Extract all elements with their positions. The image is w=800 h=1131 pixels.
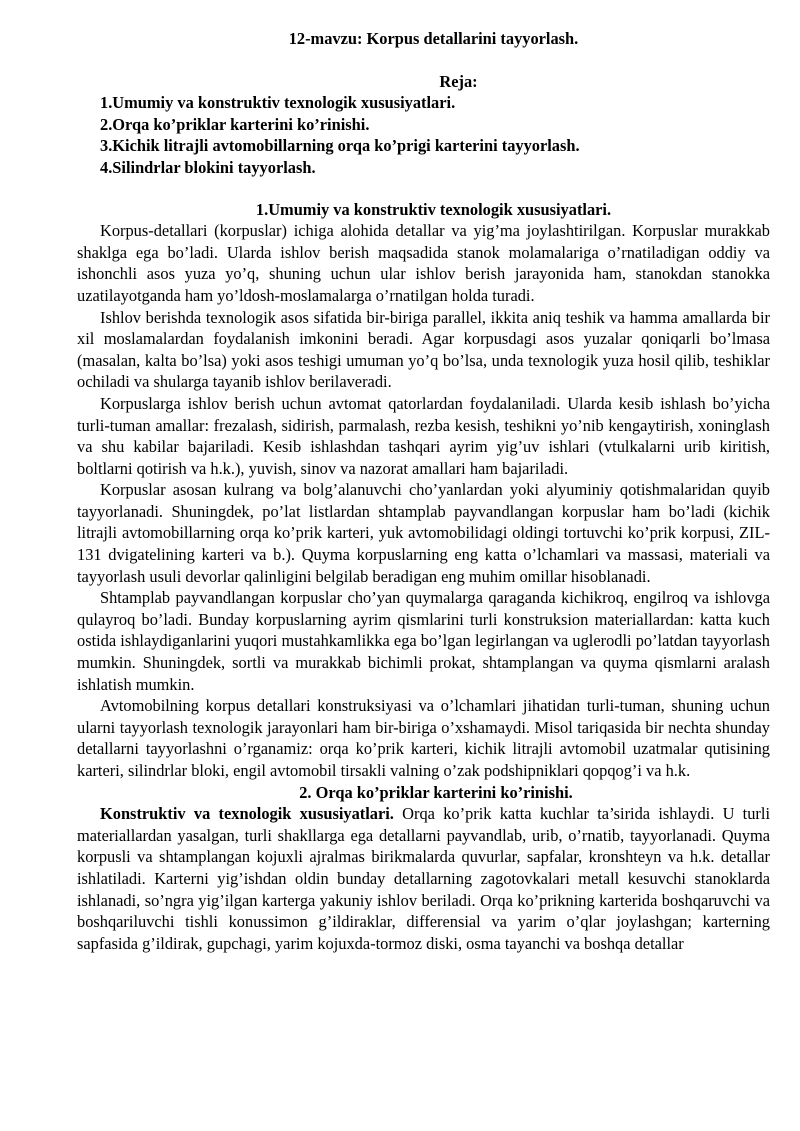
document-page xyxy=(77,28,770,954)
plan-item-3: 3.Kichik litrajli avtomobillarning orqa ko’prigi karterini tayyorlash. xyxy=(100,136,580,156)
section-2-paragraph xyxy=(77,803,770,954)
plan-item-4: 4.Silindrlar blokini tayyorlash. xyxy=(100,157,316,177)
paragraph: Korpuslarga ishlov berish uchun avtomat qatorlardan foydalaniladi. Ularda kesib ishlash bo’yicha turli-tuman amallar: frezalash, sidirish, parmalash, rezba kesish, teshikni yo’nib kengaytirish, xoninglash va shu kabilar bajariladi. Kesib ishlashdan tashqari ayrim yig’uv ishlari (vtulkalarni urib kiritish, boltlarni qotirish va h.k.), yuvish, sinov va nazorat amallari ham bajariladi. xyxy=(77,393,770,478)
plan-list xyxy=(77,92,770,178)
section-2-heading: 2. Orqa ko’priklar karterini ko’rinishi. xyxy=(299,782,573,802)
plan-item-2: 2.Orqa ko’priklar karterini ko’rinishi. xyxy=(100,114,370,134)
section-1-heading: 1.Umumiy va konstruktiv texnologik xususiyatlari. xyxy=(255,199,612,219)
plan-item-1: 1.Umumiy va konstruktiv texnologik xususiyatlari. xyxy=(100,93,456,113)
section-2-text: Orqa ko’prik katta kuchlar ta’sirida ishlaydi. U turli materiallardan yasalgan, turli shakllarga ega detallarni payvandlab, urib, o’rnatib, tayyorlanadi. Quyma korpusli va shtamplangan kojuxli ajralmas birikmalarda quvurlar, sapfalar, kronshteyn va h.k. detallar ishlatiladi. Karterni yig’ishdan oldin bunday detallarning zagotovkalari metall kesuvchi stanoklarda ishlanadi, so’ngra yig’ilgan karterga yakuniy ishlov beriladi. Orqa ko’prikning karterida boshqaruvchi va boshqariluvchi tishli konussimon g’ildiraklar, differensial va yarim o’qlar joylashgan; karterning sapfasida g’ildirak, gupchagi, yarim kojuxda-tormoz diski, osma tayanchi va boshqa detallar xyxy=(77,804,770,953)
paragraph: Shtamplab payvandlangan korpuslar cho’yan quymalarga qaraganda kichikroq, engilroq va ishlovga qulayroq bo’ladi. Bunday korpuslarning ayrim qismlarini turli konstruksion materiallardan: katta kuch ostida ishlaydiganlarini yuqori mustahkamlikka ega bo’lgan legirlangan va uglerodli po’latdan tayyorlash mumkin. Shuningdek, sortli va murakkab bichimli prokat, shtamplangan va quyma qismlarni aralash ishlatish mumkin. xyxy=(77,588,770,694)
paragraph: Avtomobilning korpus detallari konstruksiyasi va o’lchamlari jihatidan turli-tuman, shuning uchun ularni tayyorlash texnologik jarayonlari ham bir-biriga o’xshamaydi. Misol tariqasida bir nechta shunday detallarni tayyorlashni o’rganamiz: orqa ko’prik karteri, kichik litrajli avtomobil uzatmalar qutisining karteri, silindrlar bloki, engil avtomobil tirsakli valning o’zak podshipniklari qopqog’i va h.k. xyxy=(77,696,770,780)
plan-heading: Reja: xyxy=(439,71,478,91)
paragraph: Korpuslar asosan kulrang va bolg’alanuvchi cho’yanlardan yoki alyuminiy qotishmalaridan quyib tayyorlanadi. Shuningdek, po’lat listlardan shtamplab payvandlangan korpuslar ham bo’ladi (kichik litrajli avtomobillarning orqa ko’prik karteri, yuk avtomobilidagi oldingi tortuvchi ko’prik korpusi, ZIL-131 dvigatelining karteri va b.). Quyma korpuslarning eng katta o’lchamlari va massasi, materiali va tayyorlash usuli devorlar qalinligini belgilab beradigan eng muhim omillar hisoblanadi. xyxy=(77,480,770,586)
document-title: 12-mavzu: Korpus detallarini tayyorlash. xyxy=(288,29,579,48)
paragraph: Korpus-detallari (korpuslar) ichiga alohida detallar va yig’ma joylashtirilgan. Korpuslar murakkab shaklga ega bo’ladi. Ularda ishlov berish maqsadida stanok molamalariga o’rnatiladigan oddiy va ishonchli asos yuza yo’q, shuning uchun ular ishlov berish jarayonida ham, stanokdan stanokka uzatilayotganda ham yo’ldosh-moslamalarga o’rnatilgan holda turadi. xyxy=(77,221,770,305)
paragraph: Ishlov berishda texnologik asos sifatida bir-biriga parallel, ikkita aniq teshik va hamma amallarda bir xil moslamalardan foydalanish imkonini beradi. Agar korpusdagi asos yuzalar qoniqarli bo’lmasa (masalan, kalta bo’lsa) yoki asos teshigi umuman yo’q bo’lsa, unda texnologik yuza hosil qilib, teshiklar ochiladi va shularga tayanib ishlov berilaveradi. xyxy=(77,307,770,392)
section-2-lead: Konstruktiv va texnologik xususiyatlari. xyxy=(100,804,394,824)
